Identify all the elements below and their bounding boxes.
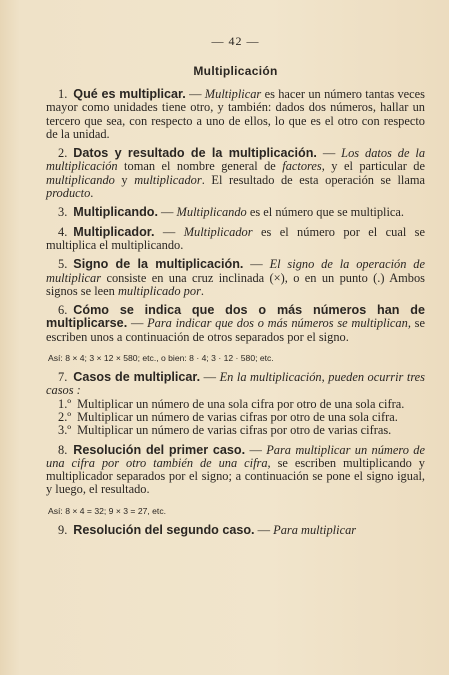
section-number: 1. — [58, 87, 68, 101]
dash: — — [254, 522, 274, 537]
section-text: consiste en una cruz inclinada (×), o en un punto (.) Ambos signos se leen — [46, 270, 425, 298]
section-8 — [46, 444, 425, 497]
case-item — [46, 424, 425, 437]
section-heading: Multiplicador. — [73, 224, 155, 239]
lead-italic: Para multiplicar — [273, 522, 357, 537]
dash: — — [154, 224, 184, 239]
section-heading: Casos de multiplicar. — [73, 370, 201, 385]
section-heading: Datos y resultado de la multiplicación. — [73, 146, 317, 161]
section-number: 8. — [58, 442, 68, 457]
section-number: 2. — [58, 146, 68, 161]
section-heading: Multiplicando. — [73, 205, 158, 220]
lead-italic: Multiplicar — [204, 87, 262, 101]
section-heading: Cómo se indica que dos o más números han de multiplicarse. — [46, 303, 425, 331]
lead-italic: Multiplicando — [176, 205, 247, 220]
section-number: 3. — [58, 205, 68, 220]
section-number: 6. — [58, 303, 68, 318]
lead-italic: Multiplicador — [183, 224, 253, 239]
section-number: 4. — [58, 224, 68, 239]
section-6 — [46, 304, 425, 344]
lead-italic: Los datos de la multiplicación — [46, 146, 426, 174]
section-text: . El resultado de esta operación se llama — [201, 172, 425, 187]
lead-italic: En la multiplicación, pueden ocurrir tres casos : — [46, 370, 426, 398]
dash: — — [157, 205, 177, 220]
case-ordinal: 1.º — [58, 396, 72, 411]
section-text: . — [90, 186, 94, 201]
case-ordinal: 2.º — [58, 409, 72, 424]
section-text: es el número por el cual se multiplica el multiplicando. — [46, 224, 425, 252]
lead-italic: Para indicar que dos o más números se multiplican, — [147, 316, 411, 331]
example-8: Así: 8 × 4 = 32; 9 × 3 = 27, etc. — [48, 505, 167, 516]
case-item — [46, 411, 425, 424]
section-5 — [46, 258, 425, 298]
section-number: 5. — [58, 257, 68, 272]
section-2 — [46, 147, 425, 200]
page-title: Multiplicación — [193, 64, 278, 78]
section-text: , y el particular de — [321, 159, 425, 174]
example-6: Así: 8 × 4; 3 × 12 × 580; etc., o bien: 8 · 4; 3 · 12 · 580; etc. — [48, 353, 274, 364]
term-italic: factores — [282, 159, 322, 174]
case-ordinal: 3.º — [58, 423, 72, 438]
section-heading: Qué es multiplicar. — [73, 87, 186, 101]
dash: — — [245, 442, 267, 457]
term-italic: producto — [46, 186, 91, 201]
dash: — — [316, 146, 342, 161]
case-text: Multiplicar un número de varias cifras por otro de varias cifras. — [77, 423, 392, 438]
dash: — — [127, 316, 148, 331]
section-number: 9. — [58, 522, 68, 537]
section-9 — [46, 524, 425, 537]
section-number: 7. — [58, 370, 68, 385]
dash: — — [185, 87, 205, 101]
section-text: y — [114, 172, 135, 187]
page-number: — 42 — — [211, 34, 260, 48]
section-heading: Resolución del segundo caso. — [73, 522, 255, 537]
lead-italic: Para multiplicar un número de una cifra por otro también de una cifra, — [46, 442, 425, 470]
section-text: se escriben unos a continuación de otros separados por el signo. — [46, 316, 426, 344]
term-italic: multiplicando — [46, 172, 115, 187]
term-italic: multiplicado por — [117, 283, 201, 298]
section-text: es el número que se multiplica. — [246, 205, 405, 220]
section-1 — [46, 88, 425, 141]
dash: — — [200, 370, 220, 385]
section-3 — [46, 206, 425, 219]
lead-italic: El signo de la operación de multiplicar — [46, 257, 426, 285]
section-7 — [46, 371, 425, 398]
section-heading: Resolución del primer caso. — [73, 442, 246, 457]
case-text: Multiplicar un número de una sola cifra por otro de una sola cifra. — [77, 396, 405, 411]
section-heading: Signo de la multiplicación. — [73, 257, 244, 272]
section-4 — [46, 226, 425, 253]
case-text: Multiplicar un número de varias cifras por otro de una sola cifra. — [77, 409, 398, 424]
term-italic: multiplicador — [134, 172, 202, 187]
dash: — — [243, 257, 270, 272]
case-item — [46, 398, 425, 411]
section-text: . — [200, 283, 204, 298]
section-text: toman el nombre general de — [117, 159, 283, 174]
section-text: se escriben multiplicando y multiplicador separados por el signo; a continuación se pone el signo igual, y luego, el resultado. — [46, 455, 426, 497]
section-text: es hacer un número tantas veces mayor como unidades tiene otro, y también: dados dos números, hallar un tercero que sea, con respecto a uno de ellos, lo que es el otro con respecto de la unidad. — [46, 87, 425, 141]
